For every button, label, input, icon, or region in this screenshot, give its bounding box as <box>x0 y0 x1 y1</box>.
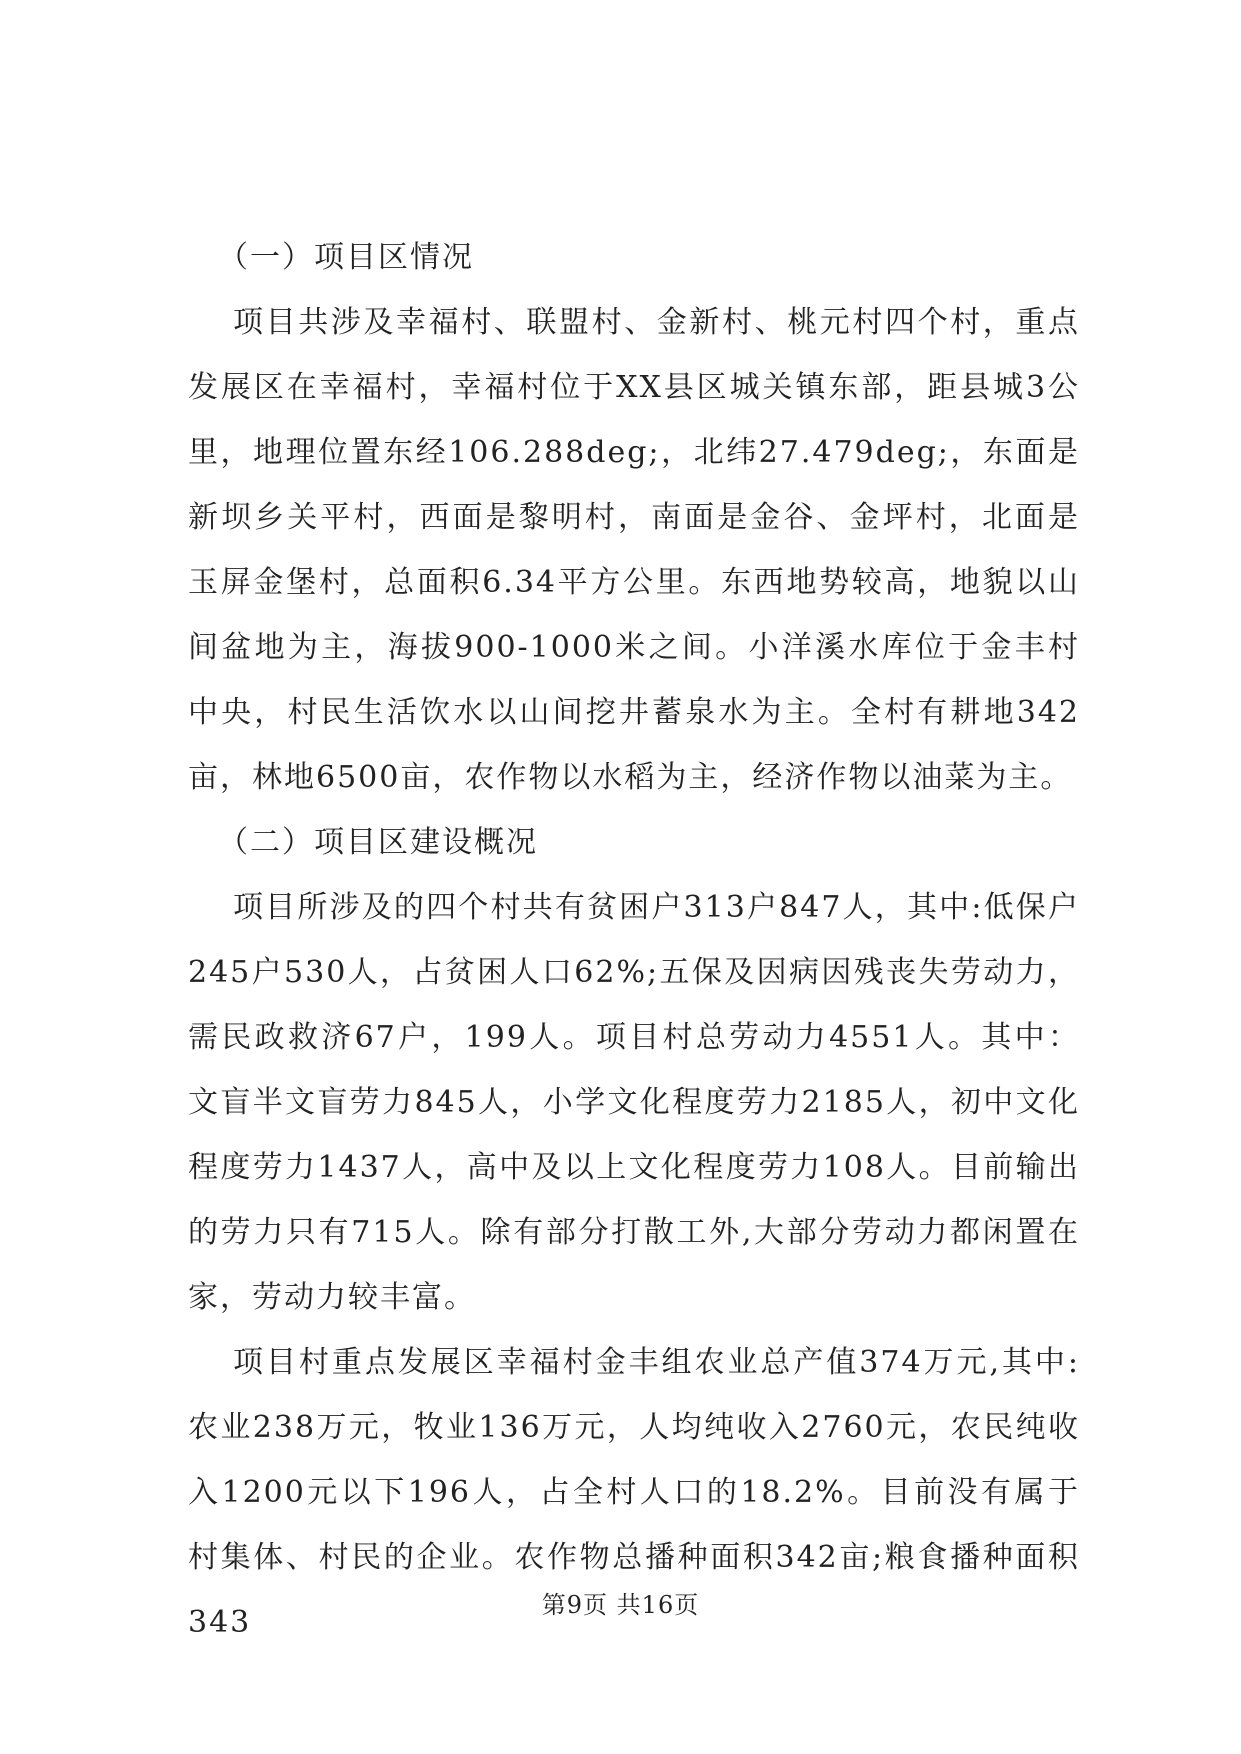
section-heading-2: （二）项目区建设概况 <box>218 825 538 860</box>
page-footer: 第9页 共16页 <box>541 1591 700 1619</box>
document-body <box>188 225 1080 1655</box>
paragraph-poverty-labor: 项目所涉及的四个村共有贫困户313户847人，其中:低保户245户530人，占贫困人口62%;五保及因病因残丧失劳动力，需民政救济67户，199人。项目村总劳动力4551人。其中：文盲半文盲劳力845人，小学文化程度劳力2185人，初中文化程度劳力1437人，高中及以上文化程度劳力108人。目前输出的劳力只有715人。除有部分打散工外,大部分劳动力都闲置在家，劳动力较丰富。 <box>188 890 1080 1315</box>
paragraph-output-value: 项目村重点发展区幸福村金丰组农业总产值374万元,其中:农业238万元，牧业136万元，人均纯收入2760元，农民纯收入1200元以下196人，占全村人口的18.2%。目前没有属于村集体、村民的企业。农作物总播种面积342亩;粮食播种面积343 <box>188 1345 1080 1640</box>
paragraph-project-area: 项目共涉及幸福村、联盟村、金新村、桃元村四个村，重点发展区在幸福村，幸福村位于XX县区城关镇东部，距县城3公里，地理位置东经106.288deg;，北纬27.479deg;，东面是新坝乡关平村，西面是黎明村，南面是金谷、金坪村，北面是玉屏金堡村，总面积6.34平方公里。东西地势较高，地貌以山间盆地为主，海拔900-1000米之间。小洋溪水库位于金丰村中央，村民生活饮水以山间挖井蓄泉水为主。全村有耕地342亩，林地6500亩，农作物以水稻为主，经济作物以油菜为主。 <box>188 305 1080 795</box>
section-heading-1: （一）项目区情况 <box>218 240 474 275</box>
